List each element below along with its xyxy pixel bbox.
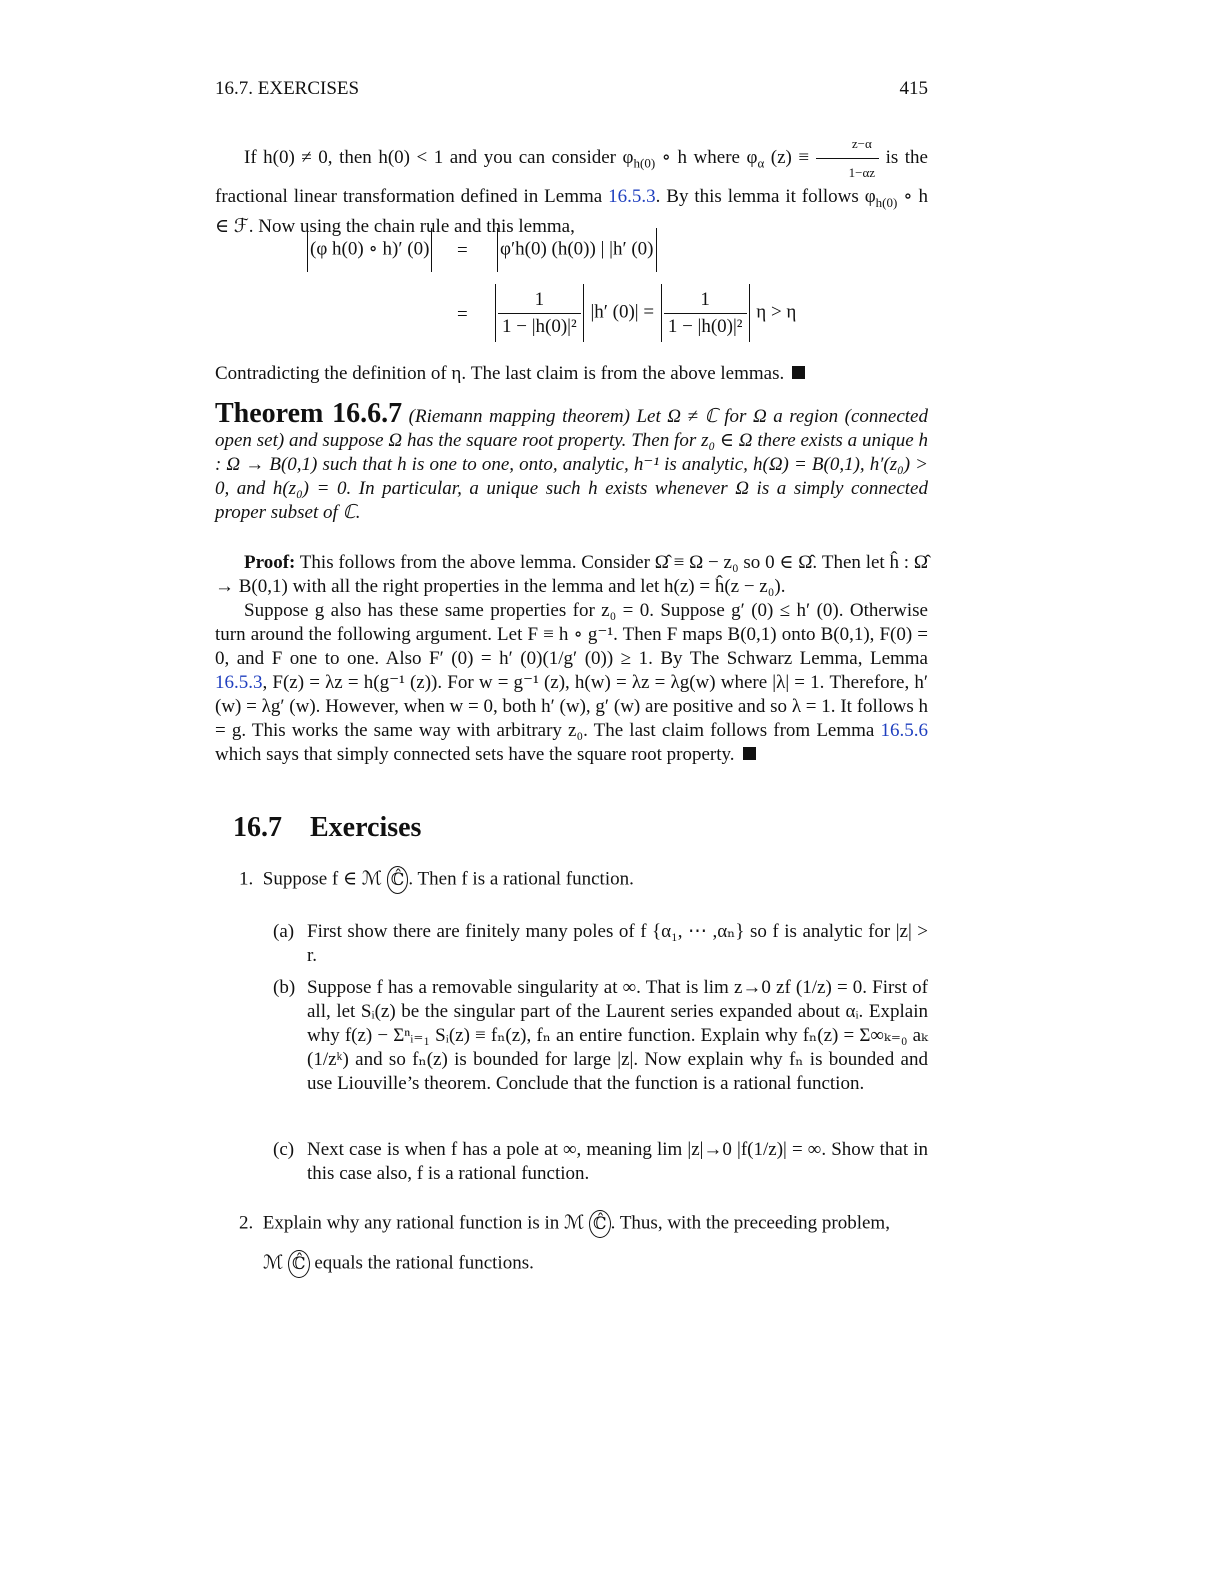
exercise-text: . Then f is a rational function. [408, 868, 634, 890]
exercise-text: equals the rational functions. [309, 1252, 534, 1274]
exercise-2-line2 [263, 1250, 928, 1278]
item-label: (b) [273, 977, 296, 998]
fraction-numerator: 1 [498, 289, 581, 314]
fraction-numerator: 1 [664, 289, 747, 314]
exercise-1a [273, 920, 928, 968]
equation-rhs-1 [495, 228, 659, 272]
exercise-2 [239, 1210, 928, 1278]
item-text: First show there are finitely many poles of f {α₁, ⋯ ,αₙ} so f is analytic for |z| > r. [307, 921, 928, 966]
fraction-2 [664, 289, 747, 338]
riemann-sphere-symbol: ℂ̂ [387, 866, 409, 894]
section-header: 16.7. EXERCISES [215, 78, 360, 99]
running-head [215, 78, 928, 100]
fraction-denominator: 1 − |h(0)|² [502, 315, 577, 337]
exercise-text: . Thus, with the preceeding problem, [610, 1212, 890, 1234]
fraction-1 [498, 289, 581, 338]
item-label: (a) [273, 921, 295, 942]
intro-sub: h(0) [875, 194, 898, 210]
proof-text: This follows from the above lemma. Consider Ω̂ ≡ Ω − z₀ so 0 ∈ Ω̂. Then let ĥ : Ω̂ → B(0,1) with all the right properties in the lemma and let h(z) = ĥ(z − z₀). [215, 552, 928, 597]
intro-text: If h(0) ≠ 0, then h(0) < 1 and you can consider φ [244, 146, 634, 168]
mid-text: |h′ (0)| = [590, 301, 655, 323]
theorem [215, 398, 928, 525]
item-label: (c) [273, 1139, 295, 1160]
lemma-link[interactable]: 16.5.6 [880, 720, 928, 741]
proof-text: which says that simply connected sets have the square root property. [215, 744, 735, 765]
section-number: 16.7 [233, 812, 282, 843]
intro-text: ∘ h ∈ ℱ. Now using the chain rule and this lemma, [215, 186, 928, 237]
inline-fraction [816, 132, 879, 185]
equation-eq-1: = [457, 240, 468, 261]
section-heading [233, 812, 449, 844]
exercise-number: 1. [239, 868, 254, 890]
intro-text: ∘ h where φ [655, 146, 758, 168]
theorem-title: Theorem 16.6.7 [215, 398, 403, 429]
proof-text: Suppose g also has these same properties for z₀ = 0. Suppose g′ (0) ≤ h′ (0). Otherwise turn around the following argument. Let F ≡ h ∘ g⁻¹. Then F maps B(0,1) onto B(0,1), F(0) = 0, and F one to one. Also F′ (0) = h′ (0)(1/g′ (0)) ≥ 1. By The Schwarz Lemma, Lemma [215, 600, 928, 669]
intro-sub: α [757, 155, 765, 171]
exercise-1c [273, 1138, 928, 1186]
lemma-link[interactable]: 16.5.3 [608, 186, 656, 207]
exercise-text: Explain why any rational function is in ℳ [262, 1212, 585, 1234]
fraction-denominator: 1−αz [848, 165, 876, 180]
rhs1-text: φ′h(0) (h(0)) | |h′ (0) [500, 238, 654, 260]
item-text: Next case is when f has a pole at ∞, meaning lim |z|→0 |f(1/z)| = ∞. Show that in this case also, f is a rational function. [307, 1139, 928, 1184]
section-title: Exercises [310, 812, 422, 843]
exercise-1b [273, 976, 928, 1096]
fraction-numerator: z−α [816, 132, 879, 159]
intro-sub: h(0) [633, 155, 656, 171]
qed-square-icon [792, 366, 805, 379]
lhs-text: (φ h(0) ∘ h)′ (0) [310, 238, 430, 260]
equation-eq-2: = [457, 304, 468, 325]
theorem-body: (Riemann mapping theorem) Let Ω ≠ ℂ for Ω a region (connected open set) and suppose Ω has the square root property. Then for z₀ ∈ Ω there exists a unique h : Ω → B(0,1) such that h is one to one, onto, analytic, h⁻¹ is analytic, h(Ω) = B(0,1), h′(z₀) > 0, and h(z₀) = 0. In particular, a unique such h exists whenever Ω is a simply connected proper subset of ℂ. [215, 406, 928, 523]
exercise-number: 2. [239, 1212, 254, 1234]
qed-square-icon [743, 747, 756, 760]
intro-text: . By this lemma it follows φ [655, 186, 876, 207]
intro-text: (z) ≡ [764, 146, 816, 168]
exercise-text: ℳ [263, 1252, 284, 1274]
proof-label: Proof: [244, 552, 296, 573]
equation-lhs [305, 228, 434, 272]
after-equation-paragraph [215, 362, 928, 386]
proof [215, 551, 928, 767]
riemann-sphere-symbol: ℂ̂ [288, 1250, 310, 1278]
proof-text: , F(z) = λz = h(g⁻¹ (z)). For w = g⁻¹ (z), h(w) = λz = λg(w) where |λ| = 1. Therefore, h′ (w) = λg′ (w). However, when w = 0, both h′ (w), g′ (w) are positive and so λ = 1. It follows h = g. This works the same way with arbitrary z₀. The last claim follows from Lemma [215, 672, 928, 741]
intro-paragraph [215, 132, 928, 239]
page-number: 415 [899, 78, 928, 99]
riemann-sphere-symbol: ℂ̂ [589, 1210, 611, 1238]
exercise-1 [239, 866, 928, 894]
after-equation-text: Contradicting the definition of η. The last claim is from the above lemmas. [215, 363, 785, 384]
item-text: Suppose f has a removable singularity at ∞. That is lim z→0 zf (1/z) = 0. First of all, let Sᵢ(z) be the singular part of the Laurent series expanded about αᵢ. Explain why f(z) − Σⁿᵢ₌₁ Sᵢ(z) ≡ fₙ(z), fₙ an entire function. Explain why fₙ(z) = Σ∞ₖ₌₀ aₖ (1/zᵏ) and so fₙ(z) is bounded for large |z|. Now explain why fₙ is bounded and use Liouville’s theorem. Conclude that the function is a rational function. [307, 977, 928, 1094]
equation-rhs-2 [493, 284, 796, 342]
fraction-denominator: 1 − |h(0)|² [667, 315, 743, 337]
lemma-link[interactable]: 16.5.3 [215, 672, 263, 693]
exercise-text: Suppose f ∈ ℳ [262, 868, 383, 890]
tail-text: η > η [756, 301, 797, 323]
intro-text: is the fractional linear transformation defined in Lemma [215, 146, 928, 207]
